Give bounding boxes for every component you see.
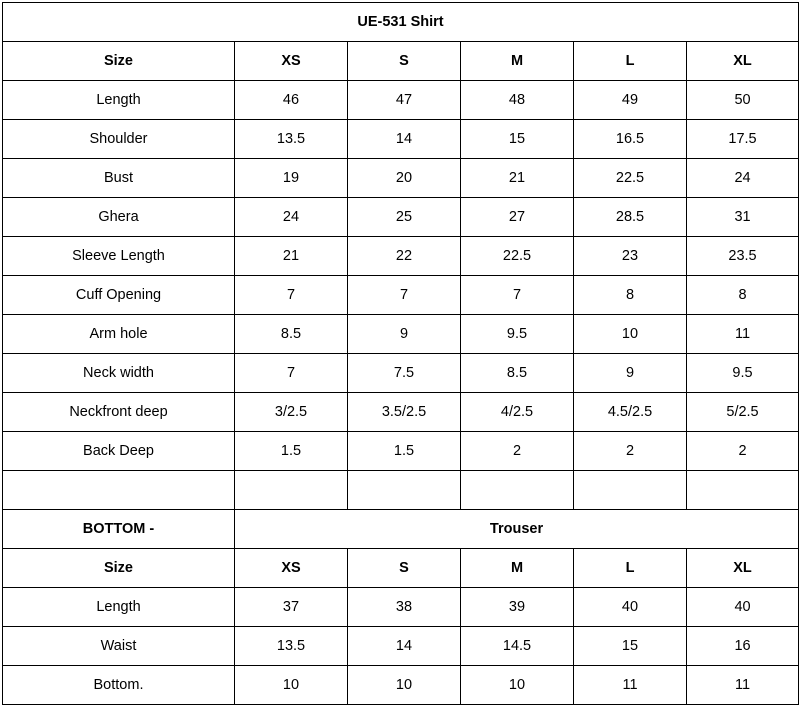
cell-value: 23.5	[687, 237, 799, 276]
spacer-cell	[3, 471, 235, 510]
cell-value: 17.5	[687, 120, 799, 159]
column-header-xs: XS	[235, 549, 348, 588]
cell-value: 19	[235, 159, 348, 198]
cell-value: 40	[574, 588, 687, 627]
cell-value: 20	[348, 159, 461, 198]
cell-value: 38	[348, 588, 461, 627]
spacer-cell	[574, 471, 687, 510]
row-label: Cuff Opening	[3, 276, 235, 315]
column-header-size: Size	[3, 549, 235, 588]
cell-value: 8	[687, 276, 799, 315]
row-label: Arm hole	[3, 315, 235, 354]
cell-value: 4/2.5	[461, 393, 574, 432]
cell-value: 40	[687, 588, 799, 627]
cell-value: 9.5	[687, 354, 799, 393]
bottom-section-title-row	[3, 510, 799, 549]
column-header-s: S	[348, 549, 461, 588]
row-label: Shoulder	[3, 120, 235, 159]
cell-value: 1.5	[348, 432, 461, 471]
page-title: UE-531 Shirt	[3, 3, 799, 42]
cell-value: 48	[461, 81, 574, 120]
size-chart-table	[2, 2, 799, 705]
cell-value: 7	[461, 276, 574, 315]
cell-value: 10	[348, 666, 461, 705]
cell-value: 10	[574, 315, 687, 354]
cell-value: 22.5	[574, 159, 687, 198]
table-row	[3, 627, 799, 666]
row-label: Bust	[3, 159, 235, 198]
column-header-l: L	[574, 42, 687, 81]
table-row	[3, 588, 799, 627]
table-row	[3, 159, 799, 198]
cell-value: 24	[235, 198, 348, 237]
column-header-s: S	[348, 42, 461, 81]
bottom-section-title: Trouser	[235, 510, 799, 549]
column-header-xs: XS	[235, 42, 348, 81]
cell-value: 16.5	[574, 120, 687, 159]
row-label: Back Deep	[3, 432, 235, 471]
cell-value: 9.5	[461, 315, 574, 354]
column-header-xl: XL	[687, 549, 799, 588]
spacer-cell	[235, 471, 348, 510]
cell-value: 28.5	[574, 198, 687, 237]
cell-value: 10	[235, 666, 348, 705]
cell-value: 13.5	[235, 627, 348, 666]
column-header-xl: XL	[687, 42, 799, 81]
row-label: Length	[3, 588, 235, 627]
row-label: Neckfront deep	[3, 393, 235, 432]
table-row	[3, 276, 799, 315]
table-row	[3, 198, 799, 237]
cell-value: 15	[461, 120, 574, 159]
cell-value: 13.5	[235, 120, 348, 159]
cell-value: 11	[687, 315, 799, 354]
cell-value: 39	[461, 588, 574, 627]
cell-value: 14.5	[461, 627, 574, 666]
row-label: Sleeve Length	[3, 237, 235, 276]
column-header-m: M	[461, 42, 574, 81]
table-row	[3, 81, 799, 120]
bottom-section-label: BOTTOM -	[3, 510, 235, 549]
table-row	[3, 120, 799, 159]
cell-value: 22	[348, 237, 461, 276]
cell-value: 3/2.5	[235, 393, 348, 432]
cell-value: 27	[461, 198, 574, 237]
cell-value: 7.5	[348, 354, 461, 393]
bottom-header-row	[3, 549, 799, 588]
cell-value: 22.5	[461, 237, 574, 276]
row-label: Neck width	[3, 354, 235, 393]
cell-value: 24	[687, 159, 799, 198]
cell-value: 7	[235, 276, 348, 315]
cell-value: 10	[461, 666, 574, 705]
cell-value: 5/2.5	[687, 393, 799, 432]
title-row	[3, 3, 799, 42]
spacer-cell	[461, 471, 574, 510]
column-header-l: L	[574, 549, 687, 588]
cell-value: 47	[348, 81, 461, 120]
cell-value: 50	[687, 81, 799, 120]
shirt-header-row	[3, 42, 799, 81]
column-header-size: Size	[3, 42, 235, 81]
cell-value: 9	[574, 354, 687, 393]
cell-value: 11	[687, 666, 799, 705]
table-row	[3, 315, 799, 354]
cell-value: 16	[687, 627, 799, 666]
cell-value: 31	[687, 198, 799, 237]
cell-value: 8.5	[235, 315, 348, 354]
cell-value: 4.5/2.5	[574, 393, 687, 432]
cell-value: 1.5	[235, 432, 348, 471]
cell-value: 14	[348, 627, 461, 666]
section-spacer-row	[3, 471, 799, 510]
cell-value: 21	[461, 159, 574, 198]
cell-value: 8	[574, 276, 687, 315]
row-label: Bottom.	[3, 666, 235, 705]
cell-value: 2	[687, 432, 799, 471]
row-label: Length	[3, 81, 235, 120]
cell-value: 11	[574, 666, 687, 705]
cell-value: 8.5	[461, 354, 574, 393]
cell-value: 25	[348, 198, 461, 237]
cell-value: 23	[574, 237, 687, 276]
table-row	[3, 237, 799, 276]
cell-value: 49	[574, 81, 687, 120]
cell-value: 37	[235, 588, 348, 627]
table-row	[3, 354, 799, 393]
row-label: Ghera	[3, 198, 235, 237]
row-label: Waist	[3, 627, 235, 666]
table-row	[3, 393, 799, 432]
cell-value: 2	[461, 432, 574, 471]
cell-value: 7	[235, 354, 348, 393]
spacer-cell	[348, 471, 461, 510]
cell-value: 15	[574, 627, 687, 666]
cell-value: 2	[574, 432, 687, 471]
cell-value: 14	[348, 120, 461, 159]
table-row	[3, 666, 799, 705]
cell-value: 3.5/2.5	[348, 393, 461, 432]
column-header-m: M	[461, 549, 574, 588]
table-row	[3, 432, 799, 471]
cell-value: 46	[235, 81, 348, 120]
cell-value: 7	[348, 276, 461, 315]
cell-value: 21	[235, 237, 348, 276]
cell-value: 9	[348, 315, 461, 354]
spacer-cell	[687, 471, 799, 510]
